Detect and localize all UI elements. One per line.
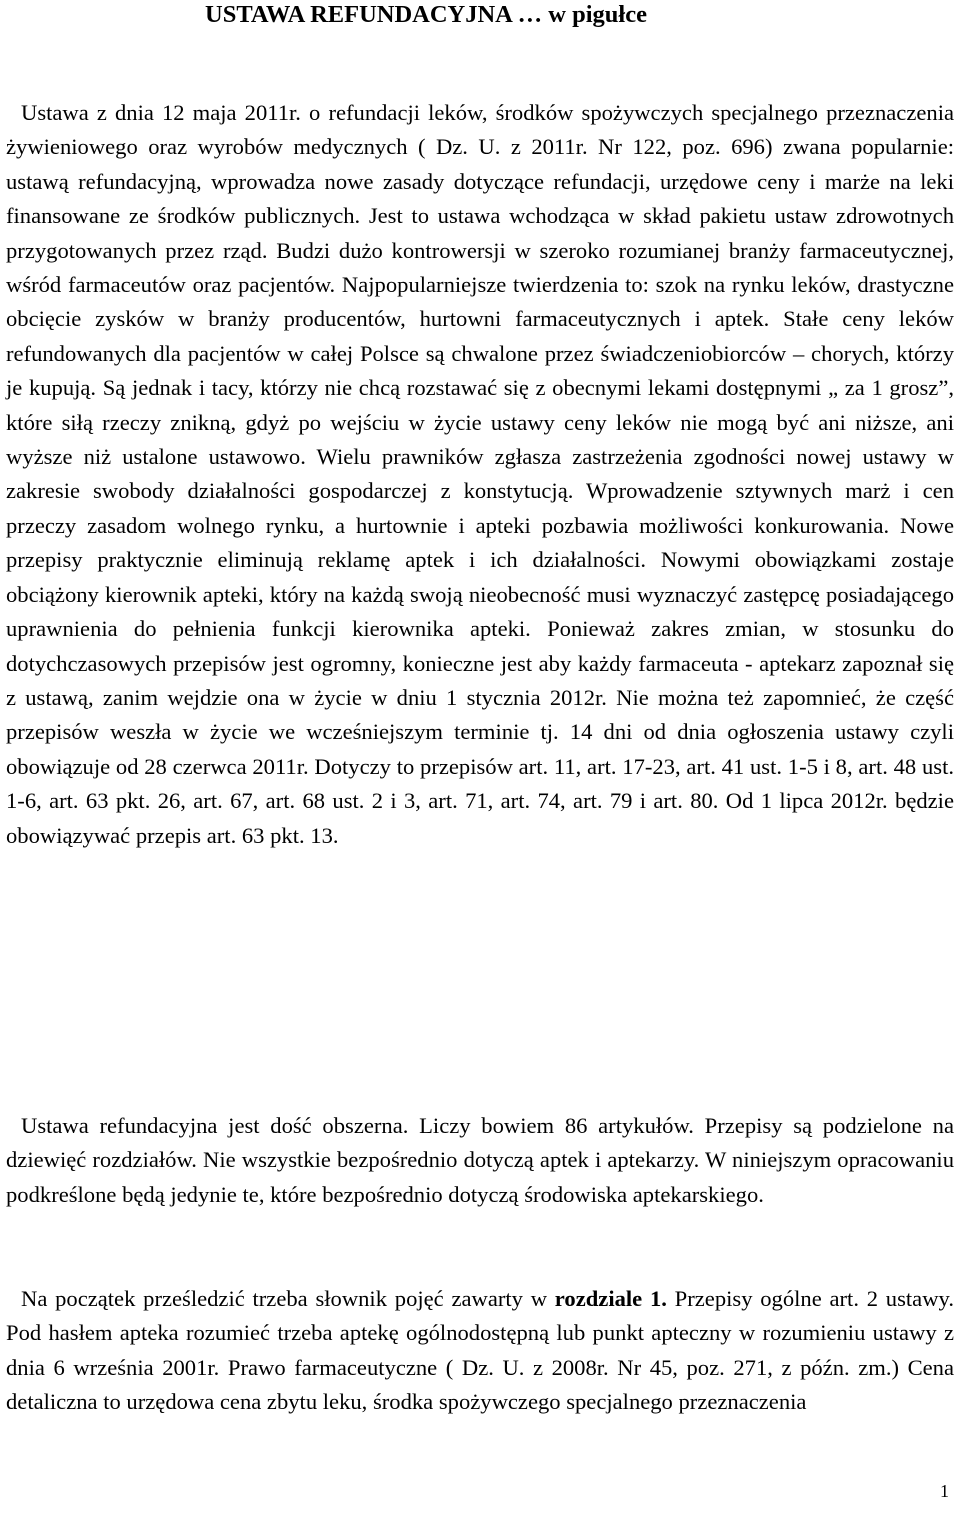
paragraph-overview: Ustawa refundacyjna jest dość obszerna. Liczy bowiem 86 artykułów. Przepisy są podzielone na dziewięć rozdziałów. Nie wszystkie bezpośrednio dotyczą aptek i aptekarzy. W niniejszym opracowaniu podkreślone będą jedynie te, które bezpośrednio dotyczą środowiska aptekarskiego. <box>6 1113 954 1207</box>
paragraph-intro: Ustawa z dnia 12 maja 2011r. o refundacji leków, środków spożywczych specjalnego przeznaczenia żywieniowego oraz wyrobów medycznych ( Dz. U. z 2011r. Nr 122, poz. 696) zwana popularnie: ustawą refundacyjną, wprowadza nowe zasady dotyczące refundacji, urzędowe ceny i marże na leki finansowane ze środków publicznych. Jest to ustawa wchodząca w skład pakietu ustaw zdrowotnych przygotowanych przez rząd. Budzi dużo kontrowersji w szeroko rozumianej branży farmaceutycznej, wśród farmaceutów oraz pacjentów. Najpopularniejsze twierdzenia to: szok na rynku leków, drastyczne obcięcie zysków w branży producentów, hurtowni farmaceutycznych i aptek. Stałe ceny leków refundowanych dla pacjentów w całej Polsce są chwalone przez świadczeniobiorców – chorych, którzy je kupują. Są jednak i tacy, którzy nie chcą rozstawać się z obecnymi lekami dostępnymi „ za 1 grosz”, które siłą rzeczy znikną, gdyż po wejściu w życie ustawy ceny leków nie mogą być ani niższe, ani wyższe niż ustalone ustawowo. Wielu prawników zgłasza zastrzeżenia zgodności nowej ustawy w zakresie swobody działalności gospodarczej z konstytucją. Wprowadzenie sztywnych marż i cen przeczy zasadom wolnego rynku, a hurtownie i apteki pozbawia możliwości konkurowania. Nowe przepisy praktycznie eliminują reklamę aptek i ich działalności. Nowymi obowiązkami zostaje obciążony kierownik apteki, który na każdą swoją nieobecność musi wyznaczyć zastępcę posiadającego uprawnienia do pełnienia funkcji kierownika apteki. Ponieważ zakres zmian, w stosunku do dotychczasowych przepisów jest ogromny, konieczne jest aby każdy farmaceuta - aptekarz zapoznał się z ustawą, zanim wejdzie ona w życie w dniu 1 stycznia 2012r. Nie można też zapomnieć, że część przepisów weszła w życie we wcześniejszym terminie tj. 14 dni od dnia ogłoszenia ustawy czyli obowiązuje od 28 czerwca 2011r. Dotyczy to przepisów art. 11, art. 17-23, art. 41 ust. 1-5 i 8, art. 48 ust. 1-6, art. 63 pkt. 26, art. 67, art. 68 ust. 2 i 3, art. 71, art. 74, art. 79 i art. 80. Od 1 lipca 2012r. będzie obowiązywać przepis art. 63 pkt. 13. <box>6 100 954 848</box>
paragraph-chapter-1-start: Na początek prześledzić trzeba słownik pojęć zawarty w <box>21 1286 555 1311</box>
paragraph-chapter-1-bold: rozdziale 1. <box>554 1286 667 1311</box>
paragraph-chapter-1 <box>6 1282 954 1420</box>
paragraph-chapter-1-end: Przepisy ogólne art. 2 ustawy. Pod hasłem apteka rozumieć trzeba aptekę ogólnodostępną lub punkt apteczny w rozumieniu ustawy z dnia 6 września 2001r. Prawo farmaceutyczne ( Dz. U. z 2008r. Nr 45, poz. 271, z późn. zm.) Cena detaliczna to urzędowa cena zbytu leku, środka spożywczego specjalnego przeznaczenia <box>6 1286 954 1415</box>
document-title: USTAWA REFUNDACYJNA … w pigułce <box>205 1 647 28</box>
page-number: 1 <box>940 1481 949 1501</box>
